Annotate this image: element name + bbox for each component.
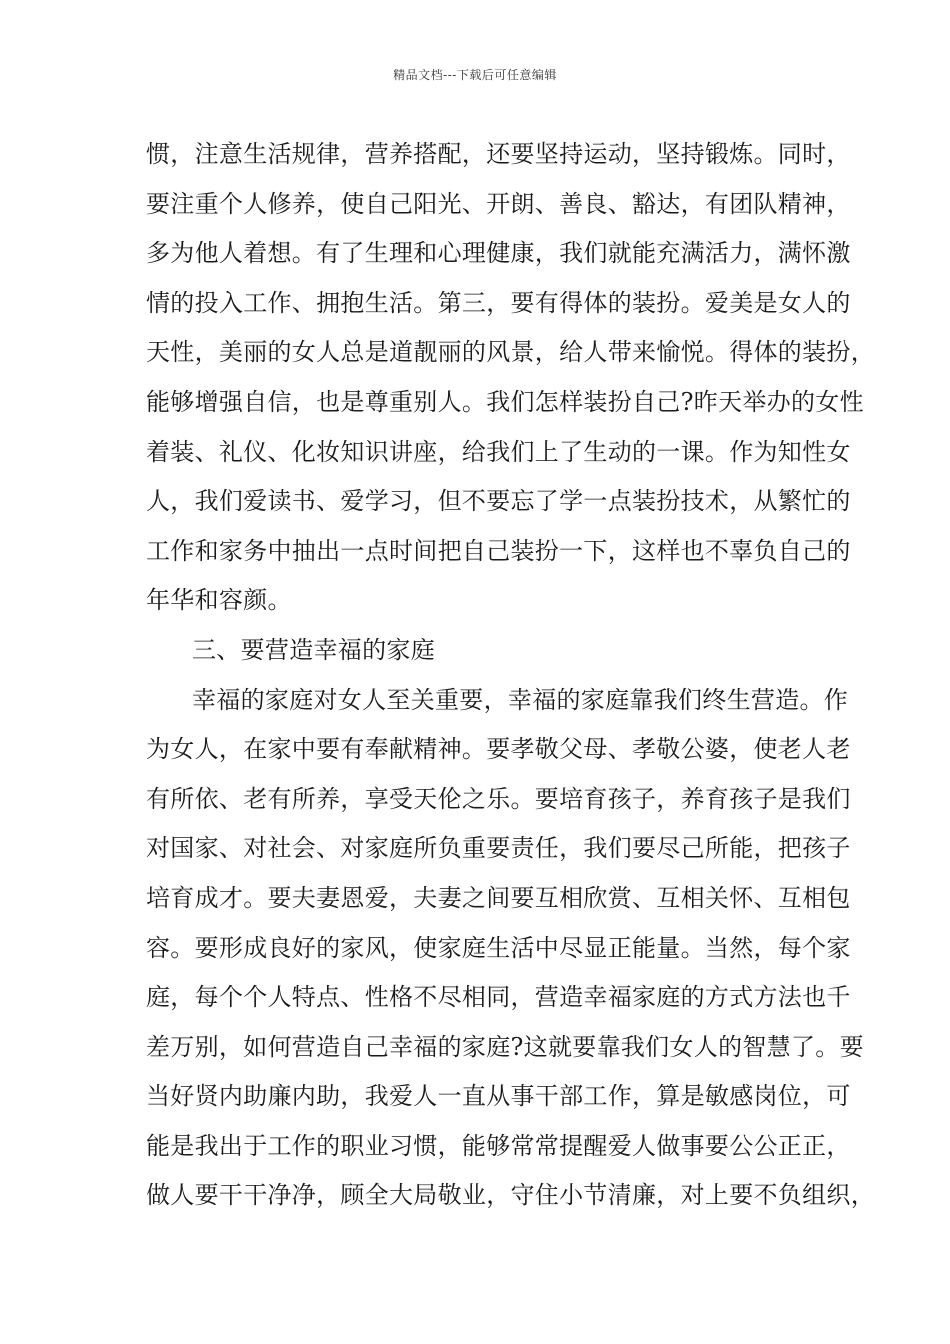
- document-body: [146, 130, 875, 1221]
- text-line: 培育成才。要夫妻恩爱，夫妻之间要互相欣赏、互相关怀、互相包: [146, 883, 851, 912]
- text-line: 年华和容颜。: [146, 586, 292, 615]
- text-line: 惯，注意生活规律，营养搭配，还要坚持运动，坚持锻炼。同时，: [146, 140, 851, 168]
- text-line: 容。要形成良好的家风，使家庭生活中尽显正能量。当然，每个家: [146, 933, 851, 962]
- text-line: 能是我出于工作的职业习惯，能够常常提醒爱人做事要公公正正，: [146, 1131, 851, 1160]
- text-line: 人，我们爱读书、爱学习，但不要忘了学一点装扮技术，从繁忙的: [146, 487, 851, 516]
- text-line: 情的投入工作、拥抱生活。第三，要有得体的装扮。爱美是女人的: [146, 288, 851, 317]
- text-line: 做人要干干净净，顾全大局敬业，守住小节清廉，对上要不负组织，: [146, 1181, 875, 1210]
- text-line: 对国家、对社会、对家庭所负重要责任，我们要尽己所能，把孩子: [146, 834, 851, 863]
- text-line: 多为他人着想。有了生理和心理健康，我们就能充满活力，满怀激: [146, 239, 851, 268]
- text-line: 要注重个人修养，使自己阳光、开朗、善良、豁达，有团队精神，: [146, 189, 851, 218]
- text-line: 能够增强自信，也是尊重别人。我们怎样装扮自己?昨天举办的女性: [146, 387, 864, 416]
- text-line: 着装、礼仪、化妆知识讲座，给我们上了生动的一课。作为知性女: [146, 437, 851, 466]
- text-line: 差万别，如何营造自己幸福的家庭?这就要靠我们女人的智慧了。要: [146, 1032, 864, 1061]
- text-line: 当好贤内助廉内助，我爱人一直从事干部工作，算是敏感岗位，可: [146, 1082, 851, 1111]
- text-line: 工作和家务中抽出一点时间把自己装扮一下，这样也不辜负自己的: [146, 536, 851, 565]
- section-heading: 三、要营造幸福的家庭: [192, 635, 435, 664]
- page-header: 精品文档---下载后可任意编辑: [393, 68, 557, 82]
- text-line: 天性，美丽的女人总是道靓丽的风景，给人带来愉悦。得体的装扮，: [146, 338, 875, 367]
- paragraph-first-line: 幸福的家庭对女人至关重要，幸福的家庭靠我们终生营造。作: [192, 685, 849, 714]
- text-line: 为女人，在家中要有奉献精神。要孝敬父母、孝敬公婆，使老人老: [146, 735, 851, 764]
- text-line: 庭，每个个人特点、性格不尽相同，营造幸福家庭的方式方法也千: [146, 983, 851, 1012]
- text-line: 有所依、老有所养，享受天伦之乐。要培育孩子，养育孩子是我们: [146, 784, 851, 813]
